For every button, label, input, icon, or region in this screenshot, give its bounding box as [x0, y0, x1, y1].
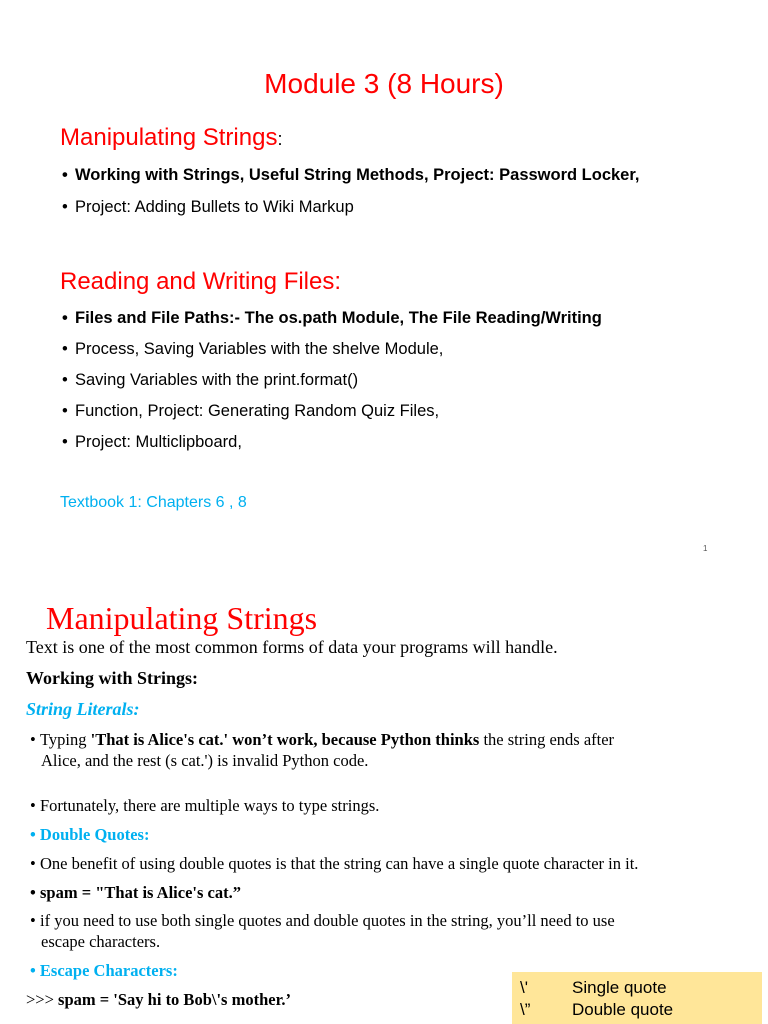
escape-meaning: Double quote: [572, 1000, 674, 1019]
slide2-title: Manipulating Strings: [46, 600, 318, 636]
string-literals-heading: String Literals:: [26, 699, 140, 719]
bullet-symbol: •: [30, 796, 36, 815]
bullet-symbol: •: [30, 854, 36, 873]
heading-colon: :: [277, 129, 283, 149]
slide1-title: Module 3 (8 Hours): [264, 68, 504, 99]
bullet-text: One benefit of using double quotes is that the string can have a single quote character in it.: [40, 854, 639, 873]
bullet-item: [62, 309, 602, 328]
bullet-text: Function, Project: Generating Random Quiz Files,: [75, 402, 440, 420]
bullet-text: Process, Saving Variables with the shelve Module,: [75, 340, 444, 358]
slide2-subheading: Working with Strings:: [26, 668, 199, 688]
bullet-text: Project: Multiclipboard,: [75, 433, 242, 451]
escape-meaning: Single quote: [572, 978, 667, 997]
bullet-item: [62, 198, 354, 217]
typing-bold: 'That is Alice's cat.' won’t work, because Python thinks: [90, 730, 480, 749]
bullet-symbol: •: [62, 433, 68, 451]
bullet-continuation: escape characters.: [41, 932, 161, 951]
bullet-text: Saving Variables with the print.format(): [75, 371, 359, 389]
page-number: 1: [703, 544, 708, 553]
bullet-text: Working with Strings, Useful String Methods, Project: Password Locker,: [75, 166, 640, 184]
bullet-item: [30, 883, 241, 903]
bullet-item: [30, 911, 615, 931]
typing-prefix: Typing: [40, 730, 91, 749]
bullet-symbol: •: [62, 166, 68, 184]
bullet-item: [30, 796, 379, 816]
bullet-symbol: •: [62, 371, 68, 389]
bullet-text: if you need to use both single quotes and double quotes in the string, you’ll need to use: [40, 911, 615, 930]
escape-characters-heading: • Escape Characters:: [30, 961, 178, 980]
bullet-text: Files and File Paths:- The os.path Module, The File Reading/Writing: [75, 309, 602, 327]
bullet-continuation: Alice, and the rest (s cat.') is invalid Python code.: [41, 751, 369, 770]
typing-rest: the string ends after: [479, 730, 615, 749]
escape-symbol: \”: [520, 1000, 531, 1019]
spam-example: spam = "That is Alice's cat.”: [40, 883, 241, 902]
bullet-symbol: •: [62, 309, 68, 327]
code-example: [26, 990, 291, 1010]
slide2-intro: Text is one of the most common forms of data your programs will handle.: [26, 637, 558, 657]
bullet-symbol: •: [62, 340, 68, 358]
bullet-item: [62, 166, 639, 185]
textbook-reference: Textbook 1: Chapters 6 , 8: [60, 494, 247, 511]
bullet-symbol: •: [30, 730, 36, 749]
bullet-item: [62, 433, 242, 452]
bullet-text: Fortunately, there are multiple ways to type strings.: [40, 796, 380, 815]
code-prompt: >>>: [26, 990, 59, 1009]
escape-table: [512, 972, 762, 1024]
code-text: spam = 'Say hi to Bob\'s mother.’: [58, 990, 291, 1009]
bullet-item: [30, 854, 638, 874]
heading-text: Manipulating Strings: [60, 124, 278, 151]
bullet-symbol: •: [62, 198, 68, 216]
bullet-symbol: •: [62, 402, 68, 420]
bullet-text: Project: Adding Bullets to Wiki Markup: [75, 198, 354, 216]
escape-row: [520, 1000, 673, 1020]
bullet-item: [62, 371, 358, 390]
bullet-item: [62, 402, 439, 421]
escape-row: [520, 978, 667, 998]
bullet-item: [62, 340, 443, 359]
double-quotes-heading: • Double Quotes:: [30, 825, 150, 844]
bullet-symbol: •: [30, 911, 36, 930]
slide1-heading-reading-writing-files: Reading and Writing Files:: [60, 268, 342, 295]
bullet-item: [30, 730, 614, 750]
slide1-heading-manipulating-strings: [60, 124, 282, 152]
bullet-symbol: •: [30, 883, 36, 902]
escape-symbol: \': [520, 978, 528, 997]
